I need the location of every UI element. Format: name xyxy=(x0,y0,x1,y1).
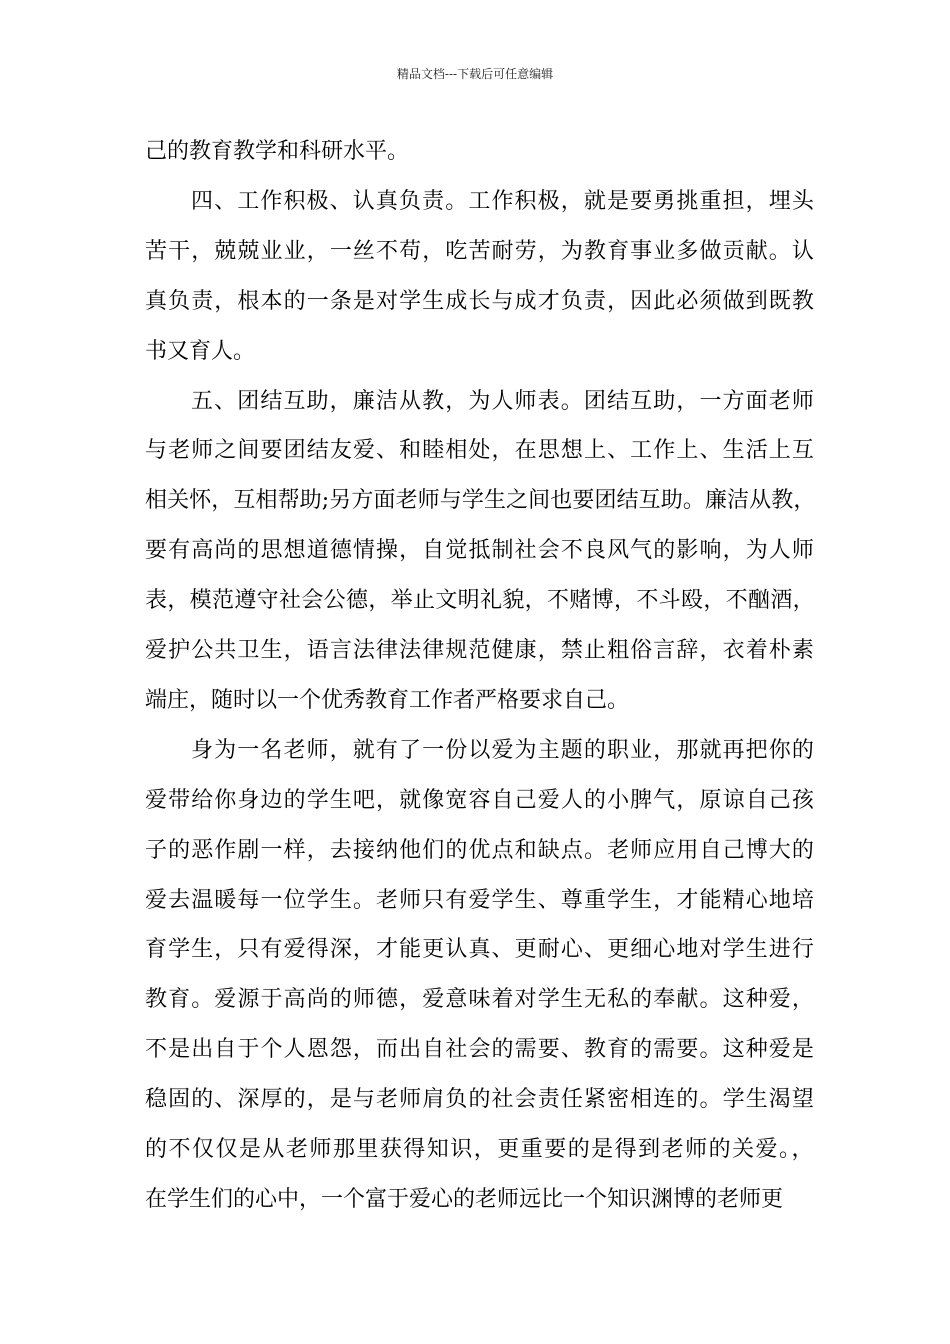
text-line: 四、工作积极、认真负责。工作积极，就是要勇挑重担，埋头 xyxy=(191,189,816,214)
text-line: 爱去温暖每一位学生。老师只有爱学生、尊重学生，才能精心地培 xyxy=(145,888,816,913)
text-line: 相关怀，互相帮助;另方面老师与学生之间也要团结互助。廉洁从教， xyxy=(145,488,816,513)
text-line: 教育。爱源于高尚的师德，爱意味着对学生无私的奉献。这种爱， xyxy=(145,987,816,1012)
text-line: 身为一名老师，就有了一份以爱为主题的职业，那就再把你的 xyxy=(191,738,816,763)
text-line: 端庄，随时以一个优秀教育工作者严格要求自己。 xyxy=(145,688,630,713)
text-line: 爱护公共卫生，语言法律法律规范健康，禁止粗俗言辞，衣着朴素 xyxy=(145,638,816,663)
text-line: 在学生们的心中，一个富于爱心的老师远比一个知识渊博的老师更 xyxy=(145,1187,784,1212)
text-line: 五、团结互助，廉洁从教，为人师表。团结互助，一方面老师 xyxy=(191,389,816,414)
text-line: 要有高尚的思想道德情操，自觉抵制社会不良风气的影响，为人师 xyxy=(145,538,816,563)
text-line: 的不仅仅是从老师那里获得知识，更重要的是得到老师的关爱。， xyxy=(145,1137,816,1162)
text-line: 真负责，根本的一条是对学生成长与成才负责，因此必须做到既教 xyxy=(145,289,816,314)
text-line: 爱带给你身边的学生吧，就像宽容自己爱人的小脾气，原谅自己孩 xyxy=(145,788,816,813)
page-header: 精品文档---下载后可任意编辑 xyxy=(396,67,554,81)
text-line: 育学生，只有爱得深，才能更认真、更耐心、更细心地对学生进行 xyxy=(145,937,816,962)
text-line: 与老师之间要团结友爱、和睦相处，在思想上、工作上、生活上互 xyxy=(145,438,816,463)
text-line: 己的教育教学和科研水平。 xyxy=(145,139,410,164)
text-line: 表，模范遵守社会公德，举止文明礼貌，不赌博，不斗殴，不酗酒， xyxy=(145,588,816,613)
text-line: 不是出自于个人恩怨，而出自社会的需要、教育的需要。这种爱是 xyxy=(145,1037,816,1062)
text-line: 苦干，兢兢业业，一丝不苟，吃苦耐劳，为教育事业多做贡献。认 xyxy=(145,239,816,264)
text-line: 子的恶作剧一样，去接纳他们的优点和缺点。老师应用自己博大的 xyxy=(145,838,816,863)
text-line: 书又育人。 xyxy=(145,339,256,364)
text-line: 稳固的、深厚的，是与老师肩负的社会责任紧密相连的。学生渴望 xyxy=(145,1087,816,1112)
